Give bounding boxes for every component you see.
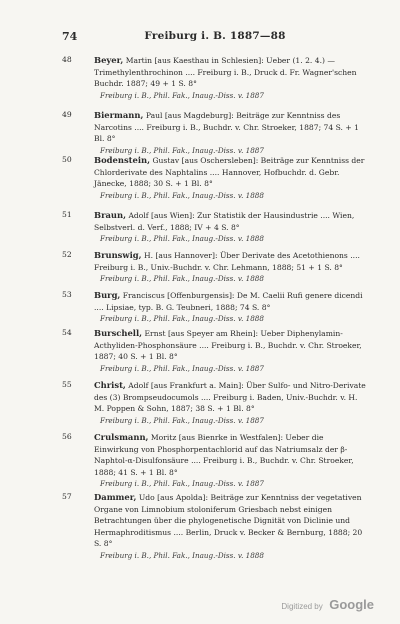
entry-49 <box>62 110 370 156</box>
entry-text <box>94 55 370 90</box>
watermark-prefix: Digitized by <box>281 602 323 611</box>
entry-number: 50 <box>62 155 72 164</box>
entry-description: Martin [aus Kaesthau in Schlesien]: Ueber (1. 2. 4.) — Trimethylenthrochinon .... Freiburg i. B., Druck d. Fr. Wagner'schen Buchdr. 1887; 49 + 1 S. 8° <box>94 56 357 89</box>
entry-note: Freiburg i. B., Phil. Fak., Inaug.-Diss. v. 1887 <box>100 479 264 489</box>
entry-57 <box>62 492 370 562</box>
author-name: Biermann, <box>94 110 144 120</box>
entry-number: 53 <box>62 290 72 299</box>
entry-note: Freiburg i. B., Phil. Fak., Inaug.-Diss. v. 1887 <box>100 363 264 373</box>
entry-51 <box>62 210 370 245</box>
entry-text <box>94 380 370 415</box>
entry-number: 57 <box>62 492 72 501</box>
entry-note: Freiburg i. B., Phil. Fak., Inaug.-Diss. v. 1888 <box>100 550 264 560</box>
author-name: Christ, <box>94 380 126 390</box>
running-head: Freiburg i. B. 1887—88 <box>144 30 286 42</box>
author-name: Burg, <box>94 290 121 300</box>
entry-note: Freiburg i. B., Phil. Fak., Inaug.-Diss. v. 1888 <box>100 274 264 284</box>
google-logo: Google <box>329 597 374 612</box>
entry-56 <box>62 432 370 490</box>
entry-text <box>94 492 370 550</box>
digitized-watermark <box>281 596 374 614</box>
entry-description: Paul [aus Magdeburg]: Beiträge zur Kenntniss des Narcotins .... Freiburg i. B., Buchdr. v. Chr. Stroeker, 1887; 74 S. + 1 Bl. 8° <box>94 111 359 144</box>
entry-text <box>94 290 370 313</box>
entry-50 <box>62 155 370 201</box>
entry-text <box>94 210 370 233</box>
entry-note: Freiburg i. B., Phil. Fak., Inaug.-Diss. v. 1887 <box>100 145 264 155</box>
entry-number: 51 <box>62 210 72 219</box>
entry-note: Freiburg i. B., Phil. Fak., Inaug.-Diss. v. 1887 <box>100 415 264 425</box>
entry-number: 49 <box>62 110 72 119</box>
entry-description: Adolf [aus Frankfurt a. Main]: Über Sulfo- und Nitro-Derivate des (3) Brompseudocumols .... Freiburg i. Baden, Univ.-Buchdr. v. H. M. Poppen & Sohn, 1887; 38 S. + 1 Bl. 8° <box>94 381 366 414</box>
entry-note: Freiburg i. B., Phil. Fak., Inaug.-Diss. v. 1888 <box>100 190 264 200</box>
entry-number: 48 <box>62 55 72 64</box>
entry-note: Freiburg i. B., Phil. Fak., Inaug.-Diss. v. 1888 <box>100 314 264 324</box>
entry-text <box>94 250 370 273</box>
entry-number: 55 <box>62 380 72 389</box>
entry-description: Adolf [aus Wien]: Zur Statistik der Hausindustrie .... Wien, Selbstverl. d. Verf., 1888; IV + 4 S. 8° <box>94 211 355 232</box>
entry-description: Ernst [aus Speyer am Rhein]: Ueber Diphenylamin-Acthyliden-Phosphonsäure .... Freiburg i. B., Buchdr. v. Chr. Stroeker, 1887; 40 S. + 1 Bl. 8° <box>94 329 362 362</box>
page-number: 74 <box>62 30 78 43</box>
entry-description: Moritz [aus Bienrke in Westfalen]: Ueber die Einwirkung von Phosphorpentachlorid auf das Natriumsalz der β-Naphtol-α-Disulfonsäure .... Freiburg i. B., Buchdr. v. Chr. Stroeker, 1888; 41 S. + 1 Bl. 8° <box>94 433 354 477</box>
entry-text <box>94 155 370 190</box>
author-name: Braun, <box>94 210 127 220</box>
author-name: Brunswig, <box>94 250 142 260</box>
author-name: Dammer, <box>94 492 137 502</box>
entry-description: Franciscus [Offenburgensis]: De M. Caelii Rufi genere dicendi .... Lipsiae, typ. B. G. Teubneri, 1888; 74 S. 8° <box>94 291 363 312</box>
entry-number: 54 <box>62 328 72 337</box>
author-name: Bodenstein, <box>94 155 151 165</box>
entry-note: Freiburg i. B., Phil. Fak., Inaug.-Diss. v. 1888 <box>100 234 264 244</box>
entry-number: 56 <box>62 432 72 441</box>
author-name: Burschell, <box>94 328 143 338</box>
entry-number: 52 <box>62 250 72 259</box>
entry-55 <box>62 380 370 426</box>
author-name: Crulsmann, <box>94 432 149 442</box>
page-header <box>62 30 368 44</box>
entry-54 <box>62 328 370 374</box>
entry-48 <box>62 55 370 101</box>
entry-note: Freiburg i. B., Phil. Fak., Inaug.-Diss. v. 1887 <box>100 90 264 100</box>
entry-description: Gustav [aus Oschersleben]: Beiträge zur Kenntniss der Chlorderivate des Naphtalins .... Hannover, Hofbuchdr. d. Gebr. Jänecke, 1888; 30 S. + 1 Bl. 8° <box>94 156 365 189</box>
entry-description: H. [aus Hannover]: Über Derivate des Acetothienons .... Freiburg i. B., Univ.-Buchdr. v. Chr. Lehmann, 1888; 51 + 1 S. 8° <box>94 251 360 272</box>
entry-text <box>94 432 370 478</box>
entry-text <box>94 110 370 145</box>
author-name: Beyer, <box>94 55 124 65</box>
entry-text <box>94 328 370 363</box>
entry-52 <box>62 250 370 285</box>
entry-description: Udo [aus Apolda]: Beiträge zur Kenntniss der vegetativen Organe von Limnobium stoloniferum Griesbach nebst einigen Betrachtungen über die phylogenetische Dignität von Diclinie und Hermaphroditismus .... Berlin, Druck v. Becker & Bernburg, 1888; 20 S. 8° <box>94 493 363 549</box>
entry-53 <box>62 290 370 325</box>
